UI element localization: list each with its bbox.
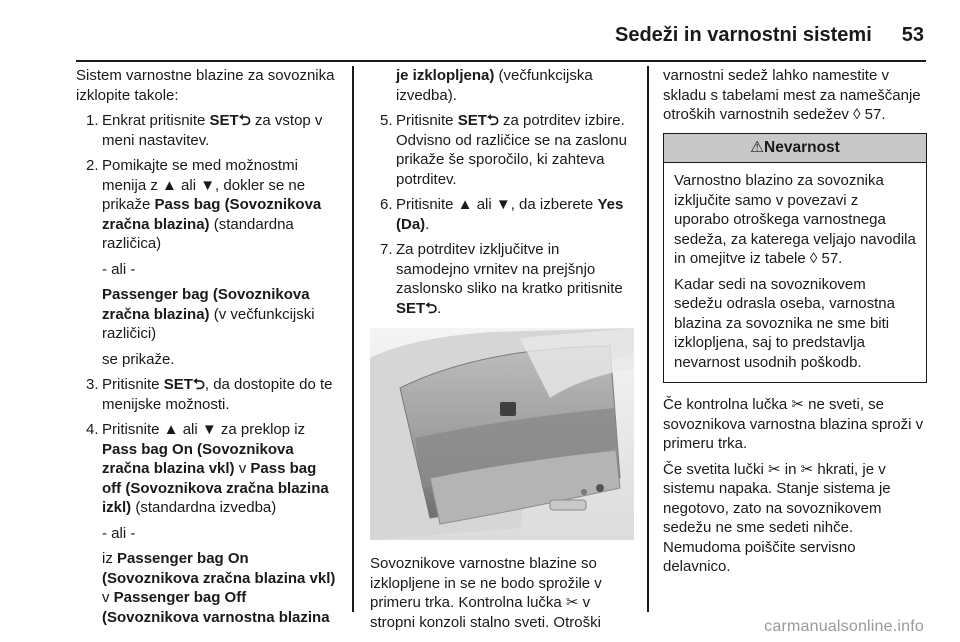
- intro-text: Sistem varnostne blazine za sovoznika izklopite takole:: [76, 67, 335, 104]
- step-5: 5. Pritisnite SET⮌ za potrditev izbire. Odvisno od različice se na zaslonu prikaže še sporočilo, ki zahteva potrditev.: [380, 112, 627, 188]
- alt-option-2-cont: je izklopljena) (večfunkcijska izvedba).: [396, 67, 593, 104]
- page-title: Sedeži in varnostni sistemi: [615, 24, 872, 46]
- lamp-off-text: Če kontrolna lučka ✂ ne sveti, se sovoznikova varnostna blazina sproži v primeru trka.: [663, 396, 924, 452]
- shows-text: se prikaže.: [102, 350, 175, 368]
- after-photo-text: Sovoznikove varnostne blazine so izklopljene in se ne bodo sprožile v primeru trka. Kontrolna lučka ✂ v stropni konzoli stalno sveti. Otroški: [370, 555, 602, 631]
- warning-title: ⚠Nevarnost: [664, 134, 926, 164]
- column-2: [370, 66, 634, 638]
- warning-text-1: Varnostno blazino za sovoznika izključite samo v povezavi z uporabo otroškega varnostnega sedeža, za katerega veljajo navodila in omejitve iz tabele ◊ 57.: [674, 172, 916, 267]
- column-divider-2: [647, 66, 649, 612]
- alt-option-1: Passenger bag (Sovoznikova zračna blazina) (v večfunkcijski različici): [102, 286, 315, 342]
- alt-option-2: iz Passenger bag On (Sovoznikova zračna blazina vkl) v Passenger bag Off (Sovoznikova varnostna blazina: [102, 550, 336, 626]
- overhead-console-photo: [370, 328, 634, 540]
- or-separator: - ali -: [102, 524, 136, 542]
- step-7: 7. Za potrditev izključitve in samodejno vrnitev na prejšnjo zaslonsko sliko na kratko pritisnite SET⮌.: [380, 241, 623, 317]
- steps-list-1: [76, 111, 338, 254]
- steps-list-3: [370, 111, 634, 318]
- overhead-console-illustration: [370, 328, 634, 540]
- column-divider-1: [352, 66, 354, 612]
- step-2: 2. Pomikajte se med možnostmi menija z ▲ ali ▼, dokler se ne prikaže Pass bag (Sovoznikova zračna blazina) (standardna različica): [86, 157, 322, 252]
- step-1: 1. Enkrat pritisnite SET⮌ za vstop v meni nastavitev.: [86, 112, 323, 149]
- step-4: 4. Pritisnite ▲ ali ▼ za preklop iz Pass bag On (Sovoznikova zračna blazina vkl) v Pass bag off (Sovoznikova zračna blazina izkl) (standardna izvedba): [86, 421, 329, 516]
- steps-list-2: [76, 375, 338, 518]
- column-3: [663, 66, 927, 583]
- warning-body: [664, 163, 926, 382]
- or-separator: - ali -: [102, 260, 136, 278]
- warning-box: [663, 133, 927, 384]
- step-6: 6. Pritisnite ▲ ali ▼, da izberete Yes (Da).: [380, 196, 624, 233]
- column-1: [76, 66, 338, 633]
- airbag-off-lamp: [500, 402, 516, 416]
- page-header: [560, 24, 924, 47]
- step-3: 3. Pritisnite SET⮌, da dostopite do te menijske možnosti.: [86, 376, 333, 413]
- watermark: carmanualsonline.info: [764, 618, 924, 635]
- lamp-fault-text: Če svetita lučki ✂ in ✂ hkrati, je v sistemu napaka. Stanje sistema je negotovo, zato na sovoznikovem sedežu ne sme sedeti nihče. Nemudoma poiščite servisno delavnico.: [663, 460, 891, 575]
- header-rule: [76, 60, 926, 62]
- warning-text-2: Kadar sedi na sovoznikovem sedežu odrasla oseba, varnostna blazina za sovoznika ne sme biti izklopljena, saj to predstavlja nevarnost usodnih poškodb.: [674, 275, 895, 371]
- col3-cont-text: varnostni sedež lahko namestite v skladu s tabelami mest za nameščanje otroških varnostnih sedežev ◊ 57.: [663, 67, 921, 123]
- page-number: 53: [901, 24, 924, 46]
